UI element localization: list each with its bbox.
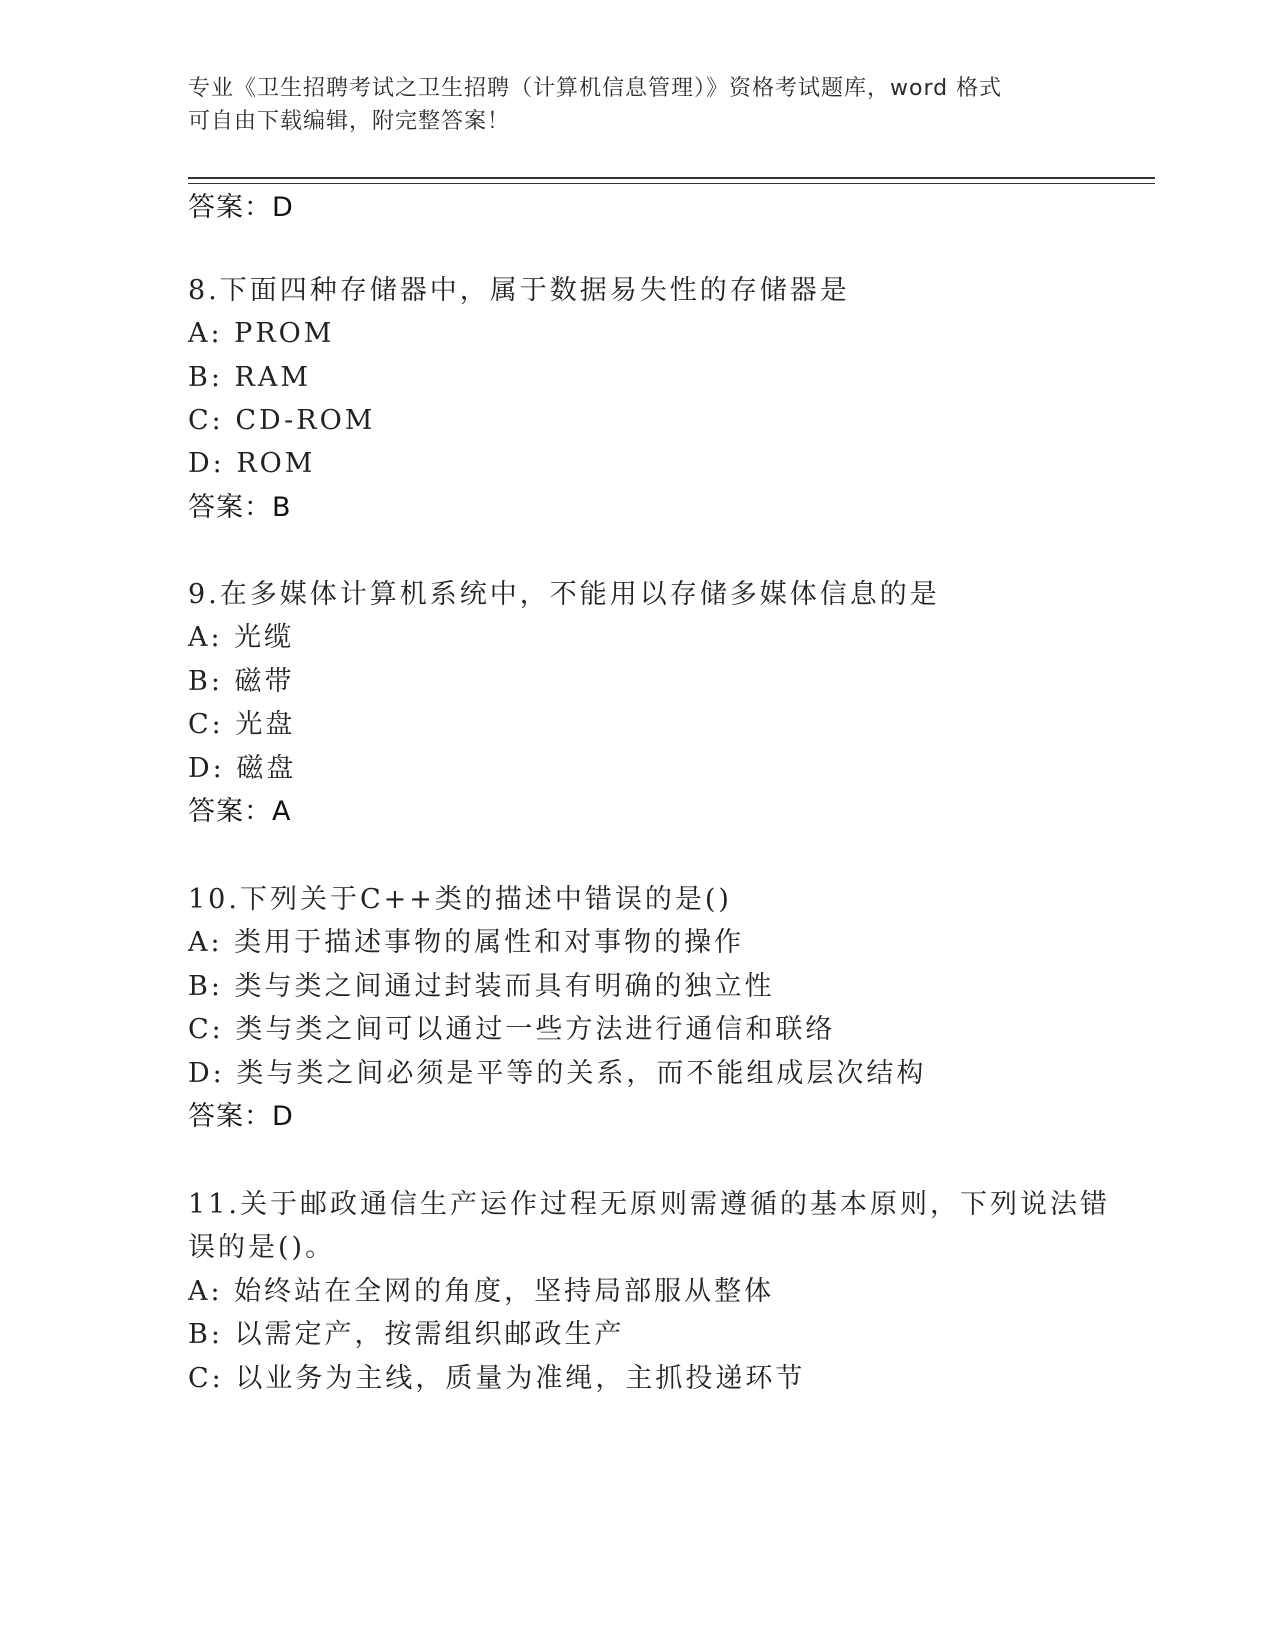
question-stem-line-2: 误的是()。 xyxy=(188,1232,336,1263)
option-a: A: PROM xyxy=(188,318,335,349)
previous-answer: 答案：D xyxy=(188,192,294,223)
option-d: D: ROM xyxy=(188,448,316,479)
option-c: C: 类与类之间可以通过一些方法进行通信和联络 xyxy=(188,1014,836,1045)
option-d: D: 类与类之间必须是平等的关系，而不能组成层次结构 xyxy=(188,1058,927,1089)
header-divider-thin xyxy=(188,183,1155,184)
option-a: A: 始终站在全网的角度，坚持局部服从整体 xyxy=(188,1276,775,1307)
option-c: C: 光盘 xyxy=(188,709,296,740)
header-divider xyxy=(188,177,1155,179)
option-c: C: CD-ROM xyxy=(188,405,376,436)
answer: 答案：D xyxy=(188,1101,294,1132)
question-stem: 8.下面四种存储器中，属于数据易失性的存储器是 xyxy=(188,275,850,306)
option-b: B: 以需定产，按需组织邮政生产 xyxy=(188,1319,625,1350)
document-header xyxy=(188,72,1088,138)
answer: 答案：B xyxy=(188,492,292,523)
option-d: D: 磁盘 xyxy=(188,753,297,784)
question-stem-line-1: 11.关于邮政通信生产运作过程无原则需遵循的基本原则，下列说法错 xyxy=(188,1189,1110,1220)
answer: 答案：A xyxy=(188,796,292,827)
option-b: B: 磁带 xyxy=(188,666,295,697)
question-stem: 9.在多媒体计算机系统中，不能用以存储多媒体信息的是 xyxy=(188,579,940,610)
question-stem: 10.下列关于C++类的描述中错误的是() xyxy=(188,884,732,915)
header-line-1: 专业《卫生招聘考试之卫生招聘（计算机信息管理）》资格考试题库，word 格式 xyxy=(188,76,1003,101)
option-a: A: 光缆 xyxy=(188,622,295,653)
header-line-2: 可自由下载编辑，附完整答案！ xyxy=(188,109,511,134)
option-b: B: RAM xyxy=(188,362,311,393)
option-c: C: 以业务为主线，质量为准绳，主抓投递环节 xyxy=(188,1363,806,1394)
option-b: B: 类与类之间通过封装而具有明确的独立性 xyxy=(188,971,775,1002)
option-a: A: 类用于描述事物的属性和对事物的操作 xyxy=(188,927,745,958)
